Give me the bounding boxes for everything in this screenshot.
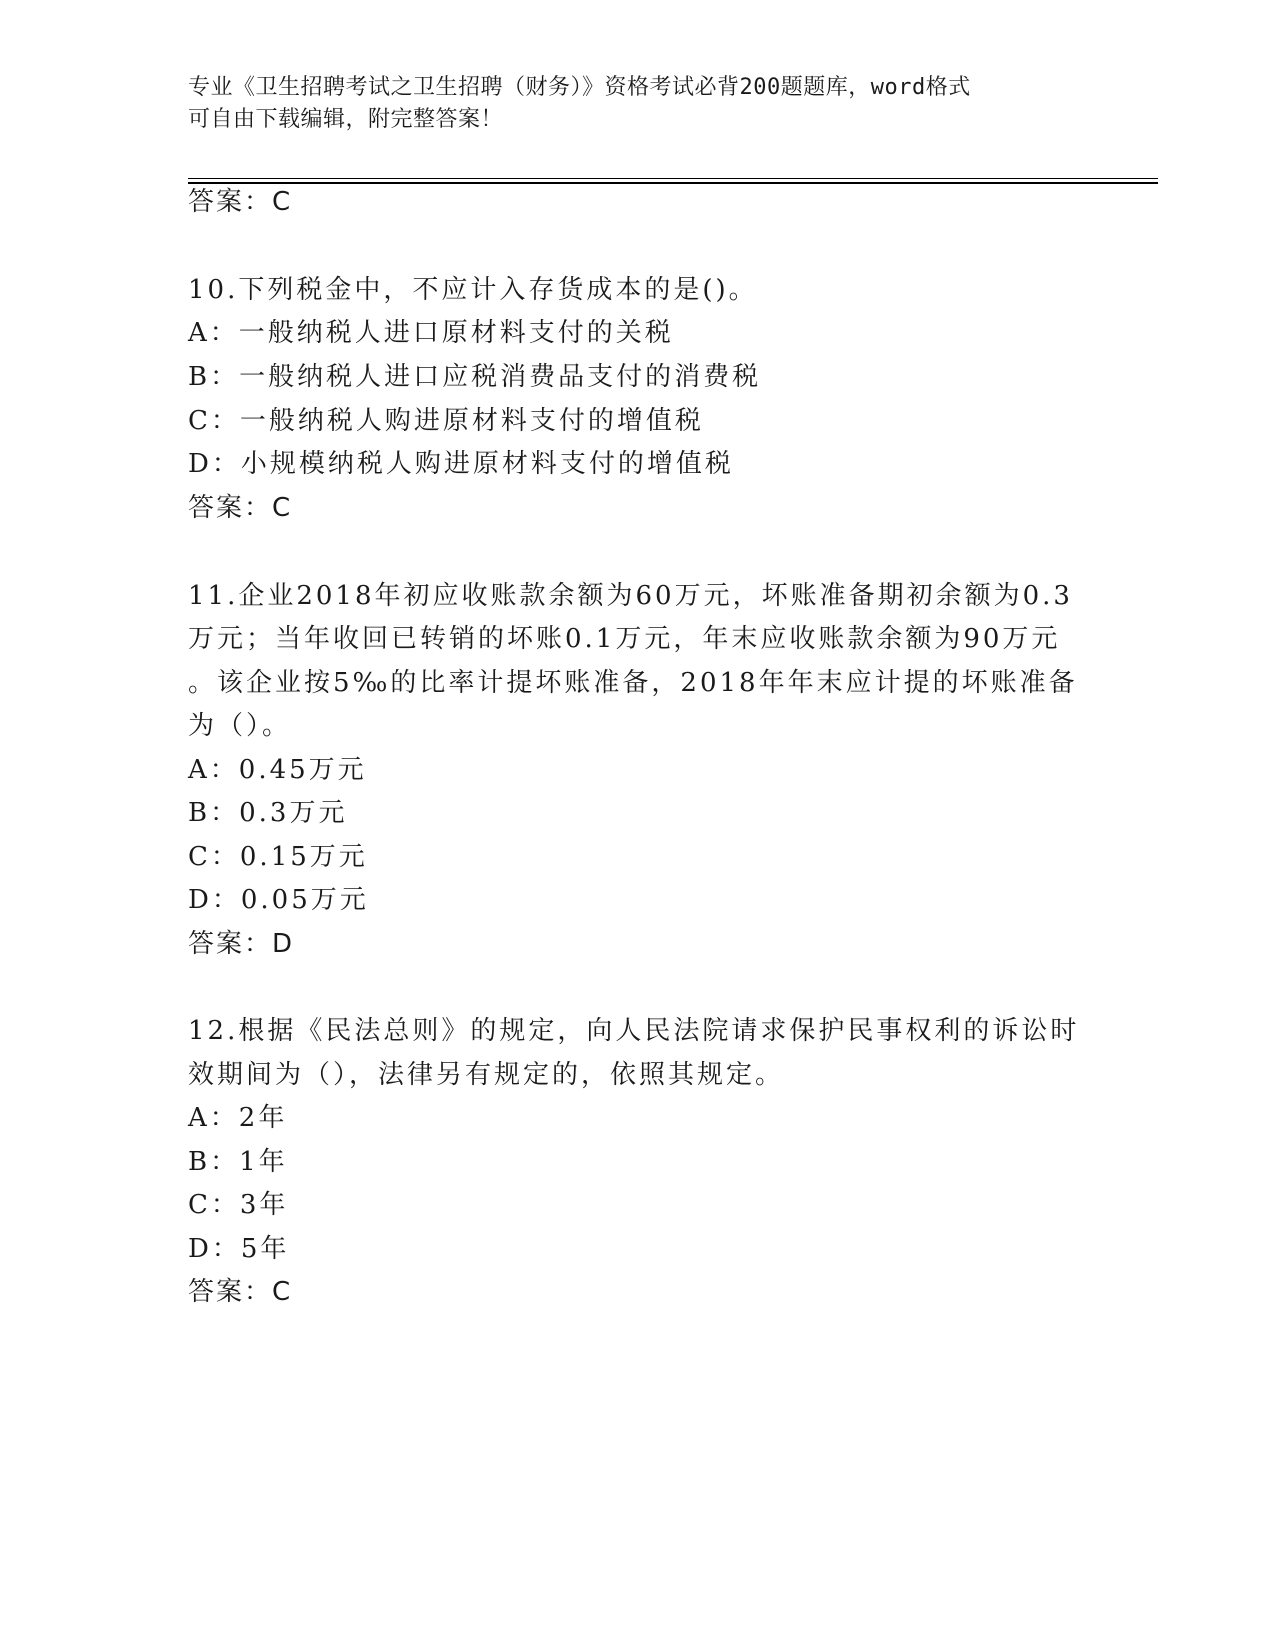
question-12-stem-line-2: 效期间为（），法律另有规定的，依照其规定。	[188, 1060, 785, 1090]
question-10-option-b: B：一般纳税人进口应税消费品支付的消费税	[188, 362, 762, 392]
header-line-2: 可自由下载编辑，附完整答案！	[188, 107, 504, 132]
question-11-option-d: D：0.05万元	[188, 885, 369, 915]
question-10-option-d: D：小规模纳税人购进原材料支付的增值税	[188, 449, 734, 479]
question-11-option-a: A：0.45万元	[188, 755, 367, 785]
question-12-option-a: A：2年	[188, 1103, 288, 1133]
question-12-answer: 答案：C	[188, 1277, 293, 1307]
question-12-stem-line-1: 12.根据《民法总则》的规定，向人民法院请求保护民事权利的诉讼时	[188, 1016, 1080, 1046]
previous-answer: 答案：C	[188, 187, 293, 217]
document-header	[188, 72, 1088, 136]
header-line-1: 专业《卫生招聘考试之卫生招聘（财务）》资格考试必背200题题库，word格式	[188, 75, 971, 100]
header-divider-thin	[188, 178, 1158, 179]
question-10-answer: 答案：C	[188, 493, 293, 523]
question-12-option-b: B：1年	[188, 1147, 288, 1177]
header-divider-thick	[188, 182, 1158, 184]
question-11-stem-line-4: 为（）。	[188, 711, 292, 741]
question-12-option-c: C：3年	[188, 1190, 289, 1220]
question-11-option-b: B：0.3万元	[188, 798, 348, 828]
question-11-stem-line-3: 。该企业按5‰的比率计提坏账准备，2018年年末应计提的坏账准备	[188, 668, 1078, 698]
question-10-option-a: A：一般纳税人进口原材料支付的关税	[188, 318, 674, 348]
question-10-option-c: C：一般纳税人购进原材料支付的增值税	[188, 406, 704, 436]
question-11-stem-line-1: 11.企业2018年初应收账款余额为60万元，坏账准备期初余额为0.3	[188, 581, 1073, 611]
question-10-stem: 10.下列税金中，不应计入存货成本的是()。	[188, 275, 758, 305]
question-11-answer: 答案：D	[188, 929, 295, 959]
question-11-stem-line-2: 万元；当年收回已转销的坏账0.1万元，年末应收账款余额为90万元	[188, 624, 1061, 654]
question-12-option-d: D：5年	[188, 1234, 290, 1264]
question-11-option-c: C：0.15万元	[188, 842, 368, 872]
